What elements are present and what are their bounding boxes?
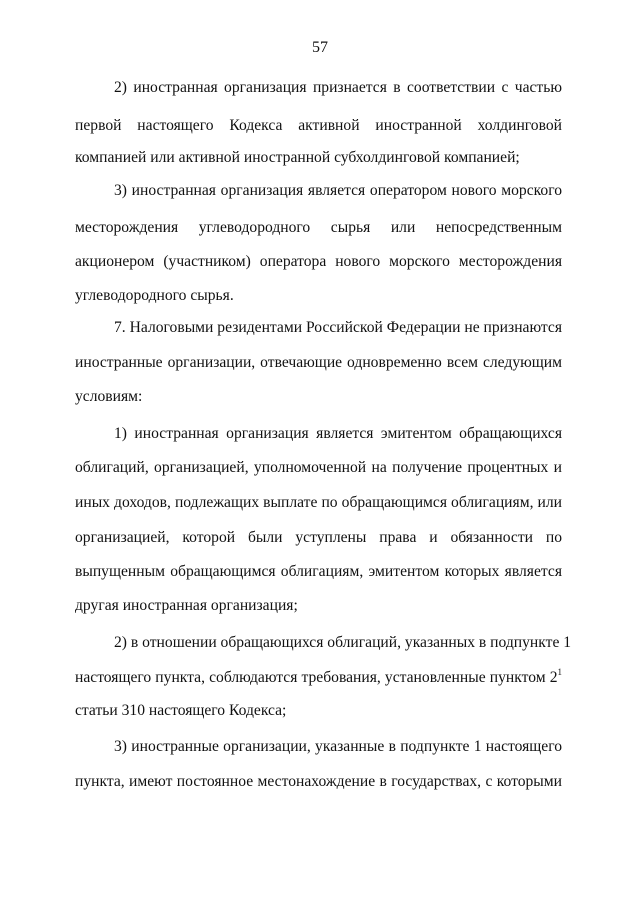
text-line: компанией или активной иностранной субхолдинговой компанией;: [75, 149, 520, 166]
text-line: 1) иностранная организация является эмитентом обращающихся: [114, 425, 562, 442]
text-line: акционером (участником) оператора нового морского месторождения: [75, 253, 562, 270]
text-line: пункта, имеют постоянное местонахождение в государствах, с которыми: [75, 773, 562, 790]
text-line: углеводородного сырья.: [75, 287, 234, 304]
text-line: настоящего пункта, соблюдаются требования, установленные пунктом 2: [75, 669, 558, 686]
text-line-with-superscript: [75, 668, 562, 688]
text-line: другая иностранная организация;: [75, 597, 298, 614]
text-line: первой настоящего Кодекса активной иностранной холдинговой: [75, 117, 562, 134]
text-line: облигаций, организацией, уполномоченной на получение процентных и: [75, 459, 562, 476]
text-line: 2) в отношении обращающихся облигаций, указанных в подпункте 1: [114, 634, 572, 651]
text-line: месторождения углеводородного сырья или непосредственным: [75, 219, 562, 236]
text-line: 3) иностранная организация является оператором нового морского: [114, 182, 562, 199]
text-line: статьи 310 настоящего Кодекса;: [75, 702, 287, 719]
text-line: иностранные организации, отвечающие одновременно всем следующим: [75, 354, 562, 371]
text-line: условиям:: [75, 388, 143, 405]
text-line: 3) иностранные организации, указанные в подпункте 1 настоящего: [114, 738, 562, 755]
text-line: организацией, которой были уступлены права и обязанности по: [75, 529, 562, 546]
text-line: 2) иностранная организация признается в соответствии с частью: [114, 79, 562, 96]
page-number: 57: [312, 39, 328, 56]
text-line: выпущенным обращающимся облигациям, эмитентом которых является: [75, 563, 562, 580]
text-line: иных доходов, подлежащих выплате по обращающимся облигациям, или: [75, 494, 562, 511]
text-line: 7. Налоговыми резидентами Российской Федерации не признаются: [114, 319, 562, 336]
superscript: 1: [557, 667, 562, 677]
